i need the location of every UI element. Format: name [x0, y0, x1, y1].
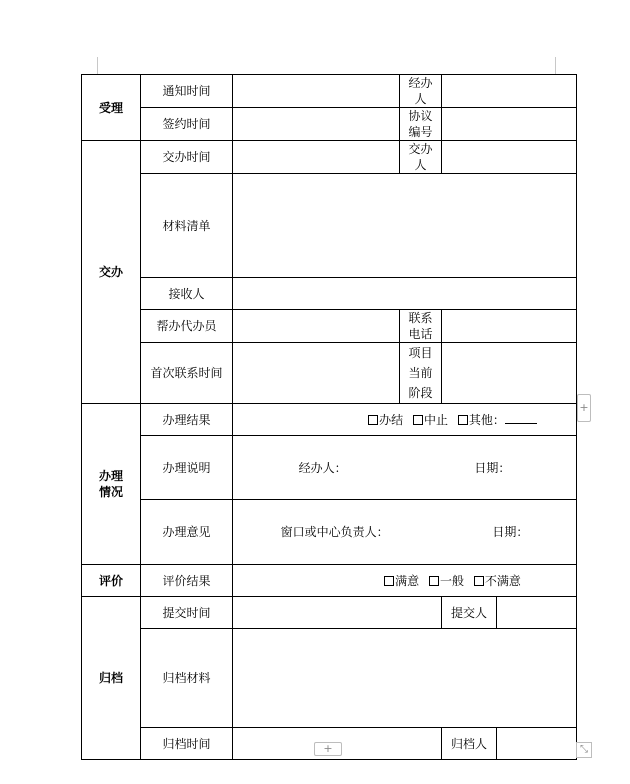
label-xiangmu-dangqian-jieduan — [400, 343, 442, 404]
table-row — [82, 565, 577, 597]
label-guidang-shijian: 归档时间 — [141, 728, 233, 760]
checkbox-icon[interactable] — [413, 415, 423, 425]
field-lianxi-dianhua[interactable] — [442, 310, 577, 343]
qita-blank-line[interactable] — [505, 412, 537, 424]
label-tijiaoren: 提交人 — [442, 597, 497, 629]
sign-fuzeren: 窗口或中心负责人： — [280, 525, 389, 539]
field-cailiao-qingdan[interactable] — [233, 174, 577, 278]
label-banli-yijian: 办理意见 — [141, 500, 233, 565]
label-jiaoban-shijian: 交办时间 — [141, 141, 233, 174]
section-banli-line2: 情况 — [98, 485, 123, 499]
table-row — [82, 141, 577, 174]
add-column-button[interactable]: + — [577, 394, 591, 422]
checkbox-icon[interactable] — [384, 576, 394, 586]
table-row — [82, 436, 577, 500]
table-row — [82, 174, 577, 278]
crop-mark-left — [97, 57, 98, 74]
checkbox-icon[interactable] — [368, 415, 378, 425]
section-guidang: 归档 — [82, 597, 141, 760]
sign-jingbanren: 经办人： — [298, 460, 347, 475]
table-row — [82, 310, 577, 343]
field-jingbanren[interactable] — [442, 75, 577, 108]
option-banjie[interactable]: 办结 — [368, 413, 403, 427]
checkbox-icon[interactable] — [458, 415, 468, 425]
label-shouci-lianxi-shijian: 首次联系时间 — [141, 343, 233, 404]
table-row — [82, 629, 577, 728]
section-banli-qingkuang — [82, 404, 141, 565]
sign-riqi2: 日期： — [492, 525, 529, 539]
table-row — [82, 500, 577, 565]
table-row — [82, 278, 577, 310]
option-yiban[interactable]: 一般 — [429, 574, 464, 588]
checkbox-icon[interactable] — [429, 576, 439, 586]
label-jieshouren: 接收人 — [141, 278, 233, 310]
field-qianyue-shijian[interactable] — [233, 108, 400, 141]
field-jieshouren[interactable] — [233, 278, 577, 310]
label-qianyue-shijian: 签约时间 — [141, 108, 233, 141]
table-row — [82, 404, 577, 436]
section-shouli: 受理 — [82, 75, 141, 141]
label-banli-shuoming: 办理说明 — [141, 436, 233, 500]
label-jiaobanren: 交办人 — [400, 141, 442, 174]
field-banli-jieguo-options — [233, 404, 577, 436]
field-tongzhi-shijian[interactable] — [233, 75, 400, 108]
label-bangban-daibanyuan: 帮办代办员 — [141, 310, 233, 343]
option-zhongzhi[interactable]: 中止 — [413, 413, 448, 427]
option-qita[interactable]: 其他： — [458, 413, 537, 427]
table-row — [82, 597, 577, 629]
field-jiaoban-shijian[interactable] — [233, 141, 400, 174]
table-row — [82, 75, 577, 108]
option-manyi[interactable]: 满意 — [384, 574, 419, 588]
label-xiangmu-dangqian-line2: 阶段 — [408, 386, 433, 400]
label-tongzhi-shijian: 通知时间 — [141, 75, 233, 108]
label-tijiao-shijian: 提交时间 — [141, 597, 233, 629]
label-xiangmu-dangqian-line1: 项目当前 — [408, 346, 433, 380]
table-resize-handle[interactable]: ⤡ — [576, 742, 592, 758]
field-guidang-cailiao[interactable] — [233, 629, 577, 728]
registration-form-table — [81, 74, 577, 760]
add-row-button[interactable]: + — [314, 742, 342, 756]
field-banli-shuoming[interactable] — [233, 436, 577, 500]
label-banli-jieguo: 办理结果 — [141, 404, 233, 436]
field-xiangmu-dangqian-jieduan[interactable] — [442, 343, 577, 404]
section-banli-line1: 办理 — [98, 469, 123, 483]
label-jingbanren: 经办人 — [400, 75, 442, 108]
field-pingjia-jieguo-options — [233, 565, 577, 597]
field-banli-yijian[interactable] — [233, 500, 577, 565]
section-pingjia: 评价 — [82, 565, 141, 597]
checkbox-icon[interactable] — [474, 576, 484, 586]
table-row — [82, 108, 577, 141]
sign-riqi: 日期： — [474, 460, 511, 475]
label-pingjia-jieguo: 评价结果 — [141, 565, 233, 597]
option-bumanyi[interactable]: 不满意 — [474, 574, 521, 588]
label-guidangren: 归档人 — [442, 728, 497, 760]
label-lianxi-dianhua: 联系电话 — [400, 310, 442, 343]
field-shouci-lianxi-shijian[interactable] — [233, 343, 400, 404]
field-xieyi-bianhao[interactable] — [442, 108, 577, 141]
field-tijiao-shijian[interactable] — [233, 597, 442, 629]
label-guidang-cailiao: 归档材料 — [141, 629, 233, 728]
field-guidangren[interactable] — [497, 728, 577, 760]
label-xieyi-bianhao: 协议编号 — [400, 108, 442, 141]
field-tijiaoren[interactable] — [497, 597, 577, 629]
table-row — [82, 343, 577, 404]
field-jiaobanren[interactable] — [442, 141, 577, 174]
label-cailiao-qingdan: 材料清单 — [141, 174, 233, 278]
crop-mark-right — [555, 57, 556, 74]
section-jiaoban: 交办 — [82, 141, 141, 404]
field-bangban-daibanyuan[interactable] — [233, 310, 400, 343]
